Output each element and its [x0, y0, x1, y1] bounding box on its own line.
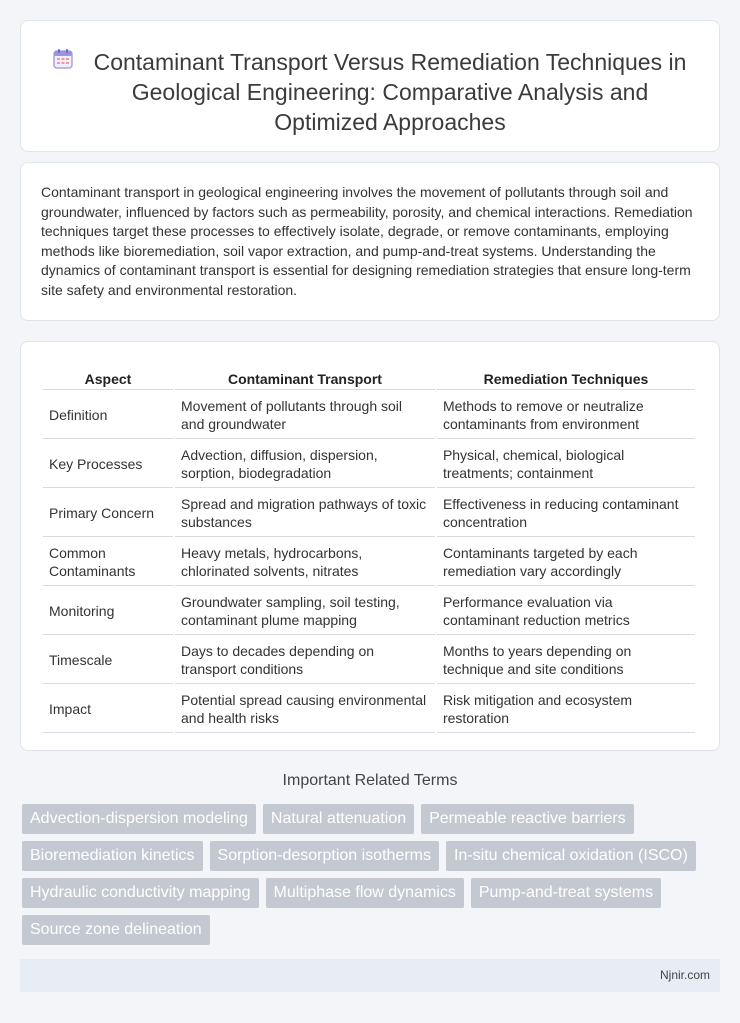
table-cell: Potential spread causing environmental and health risks: [175, 686, 435, 733]
column-header: Contaminant Transport: [175, 364, 435, 390]
related-term-tag[interactable]: Sorption-desorption isotherms: [210, 841, 439, 871]
table-cell: Months to years depending on technique and site conditions: [437, 637, 695, 684]
table-cell: Monitoring: [43, 588, 173, 635]
related-terms-list: [22, 804, 722, 952]
table-row: [43, 686, 695, 733]
table-cell: Movement of pollutants through soil and groundwater: [175, 392, 435, 439]
table-cell: Groundwater sampling, soil testing, contaminant plume mapping: [175, 588, 435, 635]
table-cell: Primary Concern: [43, 490, 173, 537]
table-row: [43, 441, 695, 488]
related-term-tag[interactable]: In-situ chemical oxidation (ISCO): [446, 841, 696, 871]
table-cell: Methods to remove or neutralize contaminants from environment: [437, 392, 695, 439]
table-cell: Performance evaluation via contaminant reduction metrics: [437, 588, 695, 635]
intro-card: [20, 162, 720, 321]
related-term-tag[interactable]: Permeable reactive barriers: [421, 804, 634, 834]
table-cell: Days to decades depending on transport conditions: [175, 637, 435, 684]
table-header-row: [43, 364, 695, 390]
related-terms-heading: Important Related Terms: [282, 772, 458, 789]
related-term-tag[interactable]: Hydraulic conductivity mapping: [22, 878, 259, 908]
related-term-tag[interactable]: Bioremediation kinetics: [22, 841, 203, 871]
table-row: [43, 539, 695, 586]
calendar-icon: [52, 48, 74, 70]
table-cell: Timescale: [43, 637, 173, 684]
column-header: Aspect: [43, 364, 173, 390]
title-card: [20, 20, 720, 152]
related-term-tag[interactable]: Pump-and-treat systems: [471, 878, 661, 908]
table-cell: Heavy metals, hydrocarbons, chlorinated solvents, nitrates: [175, 539, 435, 586]
table-cell: Spread and migration pathways of toxic substances: [175, 490, 435, 537]
table-cell: Effectiveness in reducing contaminant concentration: [437, 490, 695, 537]
comparison-table-card: [20, 341, 720, 751]
table-cell: Physical, chemical, biological treatments; containment: [437, 441, 695, 488]
table-cell: Common Contaminants: [43, 539, 173, 586]
table-row: [43, 490, 695, 537]
footer: [20, 959, 720, 992]
comparison-table: [41, 362, 697, 735]
footer-site-link[interactable]: Njnir.com: [659, 968, 710, 982]
table-cell: Impact: [43, 686, 173, 733]
table-cell: Advection, diffusion, dispersion, sorption, biodegradation: [175, 441, 435, 488]
column-header: Remediation Techniques: [437, 364, 695, 390]
table-cell: Risk mitigation and ecosystem restoration: [437, 686, 695, 733]
table-row: [43, 637, 695, 684]
page-title: Contaminant Transport Versus Remediation Techniques in Geological Engineering: Comparative Analysis and Optimized Approaches: [93, 49, 687, 135]
related-term-tag[interactable]: Source zone delineation: [22, 915, 210, 945]
intro-paragraph: Contaminant transport in geological engineering involves the movement of pollutants through soil and groundwater, influenced by factors such as permeability, porosity, and chemical interactions. Remediation techniques target these processes to effectively isolate, degrade, or remove contaminants, employing methods like bioremediation, soil vapor extraction, and pump-and-treat systems. Understanding the dynamics of contaminant transport is essential for designing remediation strategies that ensure long-term site safety and environmental restoration.: [41, 184, 693, 298]
table-cell: Definition: [43, 392, 173, 439]
table-cell: Contaminants targeted by each remediation vary accordingly: [437, 539, 695, 586]
related-term-tag[interactable]: Natural attenuation: [263, 804, 414, 834]
table-row: [43, 392, 695, 439]
related-term-tag[interactable]: Multiphase flow dynamics: [266, 878, 464, 908]
table-row: [43, 588, 695, 635]
table-cell: Key Processes: [43, 441, 173, 488]
related-term-tag[interactable]: Advection-dispersion modeling: [22, 804, 256, 834]
